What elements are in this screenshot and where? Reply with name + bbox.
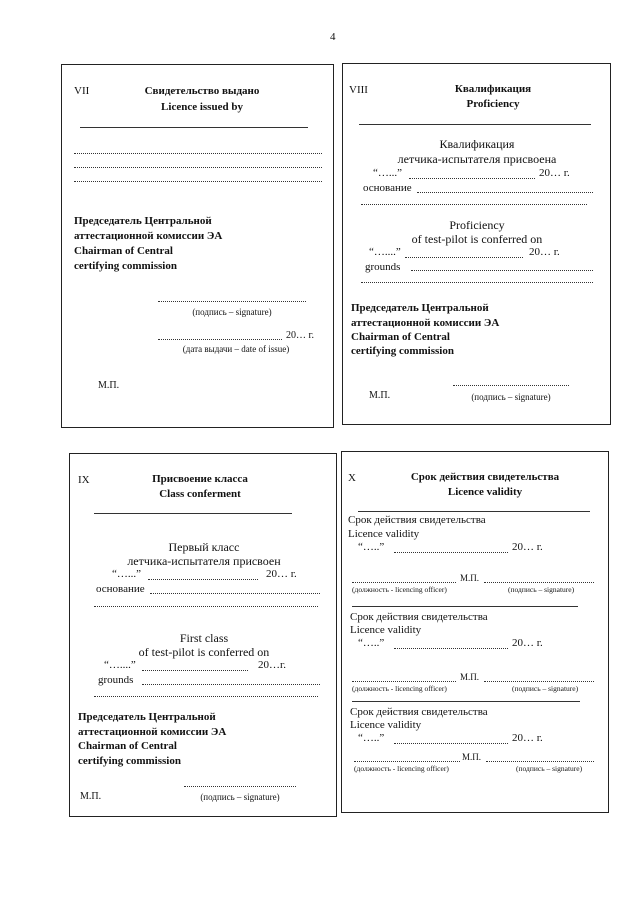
x-block-3-seal-mark: М.П. [462, 752, 482, 762]
viii-ru-quote: “…...” [373, 167, 403, 179]
viii-ru-basis-line-2 [361, 204, 587, 205]
ix-ru-date-line [148, 579, 258, 580]
ix-ru-basis-line-2 [94, 606, 318, 607]
issuer-line-1 [74, 153, 322, 154]
viii-chair-en-2: certifying commission [351, 345, 454, 357]
page-number: 4 [330, 31, 336, 43]
panel-vii-title-en: Licence issued by [161, 101, 243, 113]
ix-ru-line-1: Первый класс [168, 540, 240, 554]
vii-chair-en-1: Chairman of Central [74, 245, 173, 257]
x-block-2-en: Licence validity [350, 624, 422, 636]
x-block-2-divider [352, 701, 580, 702]
panel-x-number: X [348, 472, 356, 484]
x-block-1-signature-caption: (подпись – signature) [508, 585, 575, 594]
vii-date-year: 20… г. [286, 330, 314, 341]
ix-ru-basis-line [150, 593, 320, 594]
ix-en-date-line [142, 670, 248, 671]
ix-chair-en-2: certifying commission [78, 755, 181, 767]
issuer-line-3 [74, 181, 322, 182]
x-block-1-date-line [394, 552, 508, 553]
panel-viii [342, 63, 611, 425]
panel-x-title-underline [358, 511, 590, 512]
viii-en-date-line [405, 257, 523, 258]
x-block-2-ru: Срок действия свидетельства [350, 611, 488, 623]
x-block-2-officer-caption: (должность - licencing officer) [352, 684, 447, 693]
viii-en-line-1: Proficiency [449, 218, 505, 232]
x-block-1-en: Licence validity [348, 528, 420, 540]
ix-chair-ru-1: Председатель Центральной [78, 711, 216, 723]
x-block-3-year: 20… г. [512, 732, 543, 744]
panel-vii-number: VII [74, 85, 90, 97]
panel-ix-title-en: Class conferment [159, 488, 241, 500]
viii-en-basis-line-2 [361, 282, 593, 283]
viii-en-basis: grounds [365, 261, 401, 273]
ix-chair-en-1: Chairman of Central [78, 740, 177, 752]
x-block-2-signature-caption: (подпись – signature) [512, 684, 579, 693]
x-block-3-officer-caption: (должность - licencing officer) [354, 764, 449, 773]
panel-ix [69, 453, 337, 817]
x-block-3-officer-line [354, 761, 460, 762]
x-block-1-year: 20… г. [512, 541, 543, 553]
x-block-3-ru: Срок действия свидетельства [350, 706, 488, 718]
viii-ru-year: 20… г. [539, 167, 570, 179]
panel-x-title-ru: Срок действия свидетельства [410, 471, 560, 483]
viii-chair-en-1: Chairman of Central [351, 331, 450, 343]
x-block-3-date-line [394, 743, 508, 744]
viii-signature-caption: (подпись – signature) [471, 392, 551, 402]
panel-vii-title-underline [80, 127, 308, 128]
ix-en-basis: grounds [98, 674, 134, 686]
viii-chair-ru-2: аттестационной комиссии ЭА [351, 317, 500, 329]
viii-signature-line [453, 385, 569, 386]
viii-en-basis-line [411, 270, 593, 271]
x-block-1-signature-line [484, 582, 594, 583]
x-block-2-seal-mark: М.П. [460, 672, 480, 682]
ix-seal-mark: М.П. [80, 791, 102, 802]
viii-ru-basis: основание [363, 182, 412, 194]
x-block-2-quote: “…..” [358, 637, 385, 649]
viii-seal-mark: М.П. [369, 390, 391, 401]
ix-en-line-1: First class [179, 631, 229, 645]
x-block-2-year: 20… г. [512, 637, 543, 649]
viii-chair-ru-1: Председатель Центральной [351, 302, 489, 314]
ix-chair-ru-2: аттестационной комиссии ЭА [78, 726, 227, 738]
viii-ru-date-line [409, 178, 535, 179]
vii-seal-mark: М.П. [98, 380, 120, 391]
ix-signature-caption: (подпись – signature) [200, 792, 280, 802]
x-block-3-signature-caption: (подпись – signature) [516, 764, 583, 773]
vii-chair-ru-2: аттестационной комиссии ЭА [74, 230, 223, 242]
ix-en-quote: “…....” [104, 659, 136, 671]
x-block-3-signature-line [486, 761, 594, 762]
panel-viii-title-underline [359, 124, 591, 125]
vii-chair-ru-1: Председатель Центральной [74, 215, 212, 227]
ix-ru-basis: основание [96, 583, 145, 595]
panel-ix-title-underline [94, 513, 292, 514]
panel-vii [61, 64, 334, 428]
x-block-1-officer-line [352, 582, 456, 583]
panel-viii-title-ru: Квалификация [454, 83, 532, 95]
ix-en-basis-line-2 [94, 696, 318, 697]
viii-en-line-2: of test-pilot is conferred on [411, 232, 543, 246]
viii-en-quote: “…....” [369, 246, 401, 258]
x-block-1-officer-caption: (должность - licencing officer) [352, 585, 447, 594]
vii-chair-en-2: certifying commission [74, 260, 177, 272]
panel-viii-title-en: Proficiency [466, 98, 520, 110]
ix-signature-line [184, 786, 296, 787]
x-block-2-officer-line [352, 681, 456, 682]
viii-ru-basis-line [417, 192, 593, 193]
vii-date-line [158, 339, 282, 340]
panel-x [341, 451, 609, 813]
x-block-1-seal-mark: М.П. [460, 573, 480, 583]
x-block-3-en: Licence validity [350, 719, 422, 731]
ix-ru-year: 20… г. [266, 568, 297, 580]
panel-vii-title-ru: Свидетельство выдано [144, 85, 260, 97]
ix-en-line-2: of test-pilot is conferred on [138, 645, 270, 659]
x-block-2-signature-line [484, 681, 594, 682]
viii-ru-line-1: Квалификация [439, 137, 515, 151]
x-block-1-ru: Срок действия свидетельства [348, 514, 486, 526]
panel-viii-number: VIII [349, 84, 368, 96]
panel-ix-number: IX [78, 474, 90, 486]
panel-x-title-en: Licence validity [447, 486, 523, 498]
vii-signature-caption: (подпись – signature) [192, 307, 272, 317]
ix-en-year: 20…г. [258, 659, 287, 671]
issuer-line-2 [74, 167, 322, 168]
ix-ru-quote: “…...” [112, 568, 142, 580]
vii-date-caption: (дата выдачи – date of issue) [182, 344, 290, 354]
vii-signature-line [158, 301, 306, 302]
x-block-1-quote: “…..” [358, 541, 385, 553]
x-block-3-quote: “…..” [358, 732, 385, 744]
ix-ru-line-2: летчика-испытателя присвоен [127, 554, 281, 568]
x-block-1-divider [352, 606, 578, 607]
viii-ru-line-2: летчика-испытателя присвоена [397, 152, 557, 166]
viii-en-year: 20… г. [529, 246, 560, 258]
x-block-2-date-line [394, 648, 508, 649]
ix-en-basis-line [142, 684, 320, 685]
panel-ix-title-ru: Присвоение класса [152, 473, 248, 485]
